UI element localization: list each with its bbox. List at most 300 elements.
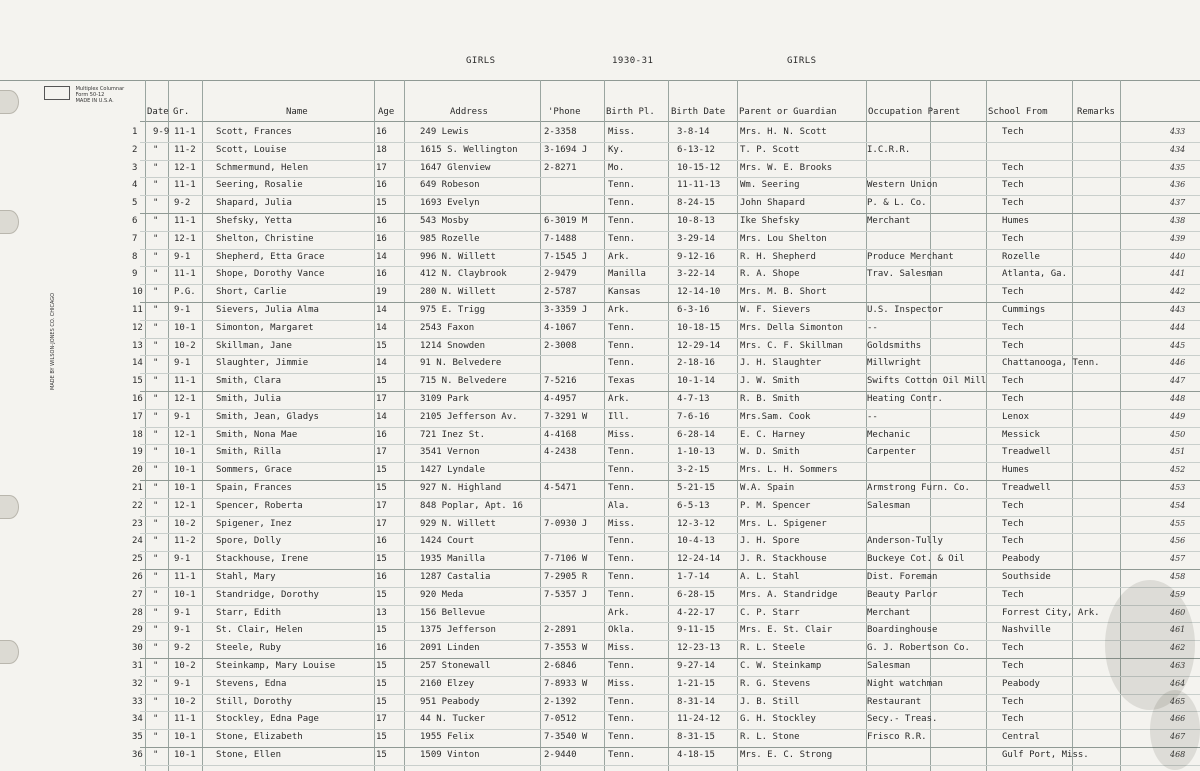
row-birthplace: Tenn.: [608, 322, 636, 333]
row-grade: 12-1: [174, 162, 196, 173]
table-row: [0, 676, 1200, 694]
row-age: 16: [376, 536, 387, 547]
table-row: [0, 231, 1200, 249]
row-address: 2105 Jefferson Av.: [420, 411, 518, 422]
row-remark: 449: [1170, 411, 1186, 421]
row-birthdate: 10-4-13: [677, 536, 715, 547]
table-row: [0, 213, 1200, 231]
row-occupation: Frisco R.R.: [867, 732, 927, 743]
row-name: Steele, Ruby: [216, 643, 282, 654]
row-grade: 9-2: [174, 198, 191, 209]
row-school: Tech: [1002, 518, 1024, 529]
row-occupation: Anderson-Tully: [867, 536, 943, 547]
column-header: School From: [988, 107, 1048, 117]
row-grade: 10-2: [174, 661, 196, 671]
row-address: 412 N. Claybrook: [420, 269, 507, 280]
row-address: 2091 Linden: [420, 643, 480, 654]
row-address: 649 Robeson: [420, 180, 480, 191]
row-age: 14: [376, 322, 387, 333]
row-address: 1214 Snowden: [420, 340, 486, 351]
table-row: [0, 658, 1200, 676]
row-date: ": [153, 198, 159, 209]
row-birthdate: 4-22-17: [677, 607, 715, 618]
row-remark: 468: [1170, 750, 1186, 759]
row-phone: 2-8271: [544, 162, 577, 173]
row-date: ": [153, 500, 159, 511]
row-age: 18: [376, 144, 387, 155]
row-birthplace: Tenn.: [608, 661, 636, 671]
row-number: 2: [132, 144, 138, 155]
row-occupation: Merchant: [867, 607, 911, 618]
row-age: 15: [376, 589, 387, 600]
row-date: ": [153, 625, 159, 636]
row-remark: 464: [1170, 678, 1186, 688]
table-row: [0, 266, 1200, 284]
row-name: Slaughter, Jimmie: [216, 358, 309, 369]
row-birthdate: 2-18-16: [677, 358, 715, 369]
column-header: 'Phone: [548, 107, 581, 117]
form-label-line2: Form 50-12: [75, 92, 105, 98]
row-number: 17: [132, 411, 143, 422]
row-number: 14: [132, 358, 143, 369]
row-name: Spain, Frances: [216, 483, 292, 493]
row-birthdate: 12-29-14: [677, 340, 721, 351]
row-remark: 454: [1170, 500, 1186, 510]
row-occupation: Buckeye Cot. & Oil: [867, 554, 965, 565]
row-school: Tech: [1002, 198, 1024, 209]
form-label-line3: MADE IN U.S.A.: [75, 98, 114, 104]
row-number: 15: [132, 376, 143, 387]
row-number: 29: [132, 625, 143, 636]
row-school: Tech: [1002, 714, 1024, 725]
row-number: 13: [132, 340, 143, 351]
row-date: ": [153, 750, 159, 760]
row-remark: 433: [1170, 127, 1186, 136]
row-name: Scott, Louise: [216, 144, 287, 155]
row-birthplace: Tenn.: [608, 233, 636, 244]
row-birthdate: 1-7-14: [677, 572, 710, 582]
row-occupation: Western Union: [867, 180, 938, 191]
row-remark: 442: [1170, 287, 1186, 297]
table-row: [0, 747, 1200, 765]
water-stain: [1150, 690, 1200, 770]
row-occupation: Trav. Salesman: [867, 269, 943, 280]
row-parent: Mrs. M. B. Short: [740, 287, 827, 298]
row-name: Sommers, Grace: [216, 465, 292, 476]
row-birthplace: Tenn.: [608, 732, 636, 743]
row-date: ": [153, 572, 159, 582]
row-school: Messick: [1002, 429, 1040, 440]
table-row: [0, 498, 1200, 516]
row-occupation: Restaurant: [867, 696, 922, 707]
row-grade: 10-1: [174, 732, 196, 743]
row-occupation: Beauty Parlor: [867, 589, 938, 600]
row-address: 3541 Vernon: [420, 447, 480, 458]
row-phone: 4-5471: [544, 483, 577, 493]
row-school: Tech: [1002, 500, 1024, 511]
row-address: 3109 Park: [420, 394, 469, 404]
table-row: [0, 177, 1200, 195]
row-phone: 2-9479: [544, 269, 577, 280]
row-address: 929 N. Willett: [420, 518, 496, 529]
row-phone: 2-3358: [544, 127, 577, 137]
row-name: Stevens, Edna: [216, 678, 287, 689]
row-parent: Mrs. E. St. Clair: [740, 625, 833, 636]
row-grade: P.G.: [174, 287, 196, 298]
row-school: Chattanooga, Tenn.: [1002, 358, 1100, 369]
row-birthdate: 6-13-12: [677, 144, 715, 155]
row-name: Starr, Edith: [216, 607, 282, 618]
row-age: 15: [376, 483, 387, 493]
row-birthplace: Tenn.: [608, 216, 636, 226]
row-address: 543 Mosby: [420, 216, 469, 226]
row-remark: 455: [1170, 518, 1186, 528]
row-remark: 437: [1170, 198, 1186, 208]
row-age: 17: [376, 714, 387, 725]
row-date: ": [153, 358, 159, 369]
row-parent: Ike Shefsky: [740, 216, 800, 226]
row-remark: 438: [1170, 216, 1186, 225]
table-row: [0, 640, 1200, 658]
row-date: ": [153, 305, 159, 315]
row-phone: 7-3553 W: [544, 643, 588, 654]
row-school: Humes: [1002, 465, 1030, 476]
row-grade: 9-1: [174, 625, 191, 636]
row-birthdate: 12-3-12: [677, 518, 715, 529]
row-number: 19: [132, 447, 143, 458]
table-row: [0, 533, 1200, 551]
row-school: Humes: [1002, 216, 1030, 226]
rule: [140, 121, 1200, 122]
row-name: Sievers, Julia Alma: [216, 305, 319, 315]
row-parent: Mrs. C. F. Skillman: [740, 340, 843, 351]
table-row: [0, 587, 1200, 605]
row-remark: 447: [1170, 376, 1186, 386]
row-age: 15: [376, 732, 387, 743]
row-address: 1424 Court: [420, 536, 475, 547]
row-number: 8: [132, 251, 138, 262]
row-occupation: Carpenter: [867, 447, 916, 458]
row-number: 23: [132, 518, 143, 529]
row-school: Central: [1002, 732, 1040, 743]
row-number: 3: [132, 162, 138, 173]
row-school: Tech: [1002, 233, 1024, 244]
row-address: 44 N. Tucker: [420, 714, 486, 725]
row-birthdate: 11-11-13: [677, 180, 721, 191]
row-parent: C. W. Steinkamp: [740, 661, 822, 671]
row-grade: 11-1: [174, 714, 196, 725]
row-birthdate: 7-6-16: [677, 411, 710, 422]
row-school: Southside: [1002, 572, 1051, 582]
row-remark: 434: [1170, 144, 1186, 154]
row-parent: W. D. Smith: [740, 447, 800, 458]
row-remark: 463: [1170, 661, 1186, 670]
row-grade: 9-2: [174, 643, 191, 654]
row-school: Tech: [1002, 536, 1024, 547]
row-age: 16: [376, 216, 387, 226]
row-parent: J. R. Stackhouse: [740, 554, 827, 565]
row-birthdate: 10-15-12: [677, 162, 721, 173]
row-date: ": [153, 643, 159, 654]
row-remark: 457: [1170, 554, 1186, 564]
row-age: 17: [376, 500, 387, 511]
row-birthdate: 6-3-16: [677, 305, 710, 315]
row-number: 32: [132, 678, 143, 689]
row-remark: 453: [1170, 483, 1186, 492]
row-birthdate: 10-18-15: [677, 322, 721, 333]
row-birthplace: Ala.: [608, 500, 630, 511]
row-parent: Mrs. L. H. Sommers: [740, 465, 838, 476]
row-parent: R. B. Smith: [740, 394, 800, 404]
table-row: [0, 729, 1200, 747]
row-grade: 9-1: [174, 305, 191, 315]
row-birthplace: Kansas: [608, 287, 641, 298]
row-occupation: Boardinghouse: [867, 625, 938, 636]
row-remark: 456: [1170, 536, 1186, 546]
row-address: 721 Inez St.: [420, 429, 486, 440]
row-birthdate: 8-24-15: [677, 198, 715, 209]
row-birthdate: 4-18-15: [677, 750, 715, 760]
row-number: 21: [132, 483, 143, 493]
row-grade: 11-1: [174, 572, 196, 582]
row-birthdate: 10-8-13: [677, 216, 715, 226]
row-parent: Mrs. A. Standridge: [740, 589, 838, 600]
row-birthplace: Tenn.: [608, 536, 636, 547]
row-address: 1955 Felix: [420, 732, 475, 743]
row-remark: 462: [1170, 643, 1186, 653]
row-parent: R. G. Stevens: [740, 678, 811, 689]
row-name: Smith, Julia: [216, 394, 282, 404]
row-age: 16: [376, 180, 387, 191]
row-age: 16: [376, 572, 387, 582]
row-school: Treadwell: [1002, 447, 1051, 458]
row-school: Rozelle: [1002, 251, 1040, 262]
row-number: 31: [132, 661, 143, 671]
table-row: [0, 427, 1200, 445]
row-occupation: Salesman: [867, 661, 911, 671]
row-parent: Mrs. H. N. Scott: [740, 127, 827, 137]
row-name: Schmermund, Helen: [216, 162, 309, 173]
row-age: 15: [376, 340, 387, 351]
row-birthplace: Miss.: [608, 518, 636, 529]
row-address: 156 Bellevue: [420, 607, 486, 618]
row-birthplace: Tenn.: [608, 447, 636, 458]
row-grade: 11-2: [174, 144, 196, 155]
row-birthdate: 8-31-14: [677, 696, 715, 707]
row-grade: 11-1: [174, 180, 196, 191]
row-occupation: Merchant: [867, 216, 911, 226]
row-occupation: --: [867, 322, 878, 333]
table-row: [0, 124, 1200, 142]
column-header: Occupation Parent: [868, 107, 961, 117]
row-phone: 4-2438: [544, 447, 577, 458]
row-address: 975 E. Trigg: [420, 305, 486, 315]
row-birthplace: Tenn.: [608, 714, 636, 725]
row-number: 22: [132, 500, 143, 511]
row-date: ": [153, 251, 159, 262]
row-phone: 7-0512: [544, 714, 577, 725]
row-birthplace: Tenn.: [608, 589, 636, 600]
table-row: [0, 551, 1200, 569]
row-address: 91 N. Belvedere: [420, 358, 502, 369]
row-phone: 2-1392: [544, 696, 577, 707]
row-date: ": [153, 518, 159, 529]
row-birthdate: 10-1-14: [677, 376, 715, 387]
row-birthplace: Tenn.: [608, 180, 636, 191]
row-address: 257 Stonewall: [420, 661, 491, 671]
row-remark: 459: [1170, 589, 1186, 599]
row-name: Simonton, Margaret: [216, 322, 314, 333]
row-name: Shelton, Christine: [216, 233, 314, 244]
row-grade: 9-1: [174, 411, 191, 422]
row-address: 715 N. Belvedere: [420, 376, 507, 387]
row-occupation: Armstrong Furn. Co.: [867, 483, 970, 493]
row-occupation: --: [867, 411, 878, 422]
row-occupation: P. & L. Co.: [867, 198, 927, 209]
row-occupation: Produce Merchant: [867, 251, 954, 262]
row-grade: 9-1: [174, 251, 191, 262]
row-parent: J. W. Smith: [740, 376, 800, 387]
row-name: Still, Dorothy: [216, 696, 292, 707]
row-address: 996 N. Willett: [420, 251, 496, 262]
row-date: ": [153, 162, 159, 173]
row-school: Tech: [1002, 287, 1024, 298]
row-school: Peabody: [1002, 554, 1040, 565]
row-number: 16: [132, 394, 143, 404]
row-birthdate: 3-2-15: [677, 465, 710, 476]
row-occupation: Millwright: [867, 358, 922, 369]
row-school: Tech: [1002, 661, 1024, 671]
row-age: 17: [376, 518, 387, 529]
row-birthplace: Ky.: [608, 144, 625, 155]
row-name: Smith, Clara: [216, 376, 282, 387]
row-name: Standridge, Dorothy: [216, 589, 319, 600]
row-grade: 12-1: [174, 500, 196, 511]
row-date: ": [153, 661, 159, 671]
column-header: Birth Date: [671, 107, 726, 117]
row-age: 14: [376, 251, 387, 262]
row-address: 1509 Vinton: [420, 750, 480, 760]
row-phone: 4-1067: [544, 322, 577, 333]
row-birthdate: 9-12-16: [677, 251, 715, 262]
row-age: 14: [376, 305, 387, 315]
row-remark: 439: [1170, 233, 1186, 243]
row-date: 9-9: [153, 127, 170, 137]
row-birthplace: Tenn.: [608, 198, 636, 209]
row-birthdate: 1-21-15: [677, 678, 715, 689]
row-phone: 7-1488: [544, 233, 577, 244]
row-grade: 12-1: [174, 429, 196, 440]
row-remark: 446: [1170, 358, 1186, 368]
row-birthdate: 9-27-14: [677, 661, 715, 671]
row-birthplace: Ill.: [608, 411, 630, 422]
row-address: 1693 Evelyn: [420, 198, 480, 209]
table-row: [0, 444, 1200, 462]
table-row: [0, 249, 1200, 267]
row-date: ": [153, 411, 159, 422]
row-number: 30: [132, 643, 143, 654]
row-address: 951 Peabody: [420, 696, 480, 707]
row-birthplace: Tenn.: [608, 572, 636, 582]
row-parent: J. H. Spore: [740, 536, 800, 547]
table-row: [0, 338, 1200, 356]
row-address: 1287 Castalia: [420, 572, 491, 582]
row-school: Tech: [1002, 180, 1024, 191]
row-number: 35: [132, 732, 143, 743]
row-birthplace: Okla.: [608, 625, 636, 636]
table-row: [0, 302, 1200, 320]
row-parent: T. P. Scott: [740, 144, 800, 155]
row-address: 1427 Lyndale: [420, 465, 486, 476]
row-grade: 9-1: [174, 554, 191, 565]
row-occupation: Dist. Foreman: [867, 572, 938, 582]
column-header: Age: [378, 107, 395, 117]
row-name: St. Clair, Helen: [216, 625, 303, 636]
row-school: Gulf Port, Miss.: [1002, 750, 1089, 760]
row-number: 20: [132, 465, 143, 476]
row-birthdate: 4-7-13: [677, 394, 710, 404]
row-parent: Mrs. L. Spigener: [740, 518, 827, 529]
row-phone: 7-0930 J: [544, 518, 588, 529]
row-phone: 7-5357 J: [544, 589, 588, 600]
row-age: 17: [376, 447, 387, 458]
row-date: ": [153, 180, 159, 191]
row-school: Peabody: [1002, 678, 1040, 689]
row-school: Tech: [1002, 376, 1024, 387]
row-parent: J. B. Still: [740, 696, 800, 707]
row-phone: 2-5787: [544, 287, 577, 298]
rule: [0, 80, 1200, 81]
row-phone: 7-8933 W: [544, 678, 588, 689]
row-number: 11: [132, 305, 143, 315]
table-row: [0, 622, 1200, 640]
table-row: [0, 355, 1200, 373]
row-number: 6: [132, 216, 138, 226]
row-age: 16: [376, 127, 387, 137]
row-phone: 7-3291 W: [544, 411, 588, 422]
row-birthdate: 12-23-13: [677, 643, 721, 654]
row-birthplace: Miss.: [608, 643, 636, 654]
table-row: [0, 605, 1200, 623]
row-school: Tech: [1002, 589, 1024, 600]
row-remark: 436: [1170, 180, 1186, 190]
row-school: Tech: [1002, 322, 1024, 333]
table-row: [0, 409, 1200, 427]
row-parent: Mrs. W. E. Brooks: [740, 162, 833, 173]
row-birthdate: 8-31-15: [677, 732, 715, 743]
row-birthplace: Tenn.: [608, 696, 636, 707]
row-remark: 448: [1170, 394, 1186, 403]
row-grade: 9-1: [174, 607, 191, 618]
row-age: 15: [376, 465, 387, 476]
row-age: 17: [376, 394, 387, 404]
table-row: [0, 373, 1200, 391]
row-parent: P. M. Spencer: [740, 500, 811, 511]
row-date: ": [153, 447, 159, 458]
row-date: ": [153, 144, 159, 155]
row-parent: R. L. Steele: [740, 643, 806, 654]
row-name: Smith, Jean, Gladys: [216, 411, 319, 422]
row-number: 28: [132, 607, 143, 618]
row-remark: 440: [1170, 251, 1186, 261]
table-row: [0, 694, 1200, 712]
row-parent: Mrs. Della Simonton: [740, 322, 843, 333]
row-date: ": [153, 322, 159, 333]
row-birthplace: Tenn.: [608, 358, 636, 369]
row-number: 1: [132, 127, 138, 137]
row-age: 16: [376, 429, 387, 440]
manufacturer-label: MADE BY WILSON-JONES CO. CHICAGO: [50, 292, 56, 390]
